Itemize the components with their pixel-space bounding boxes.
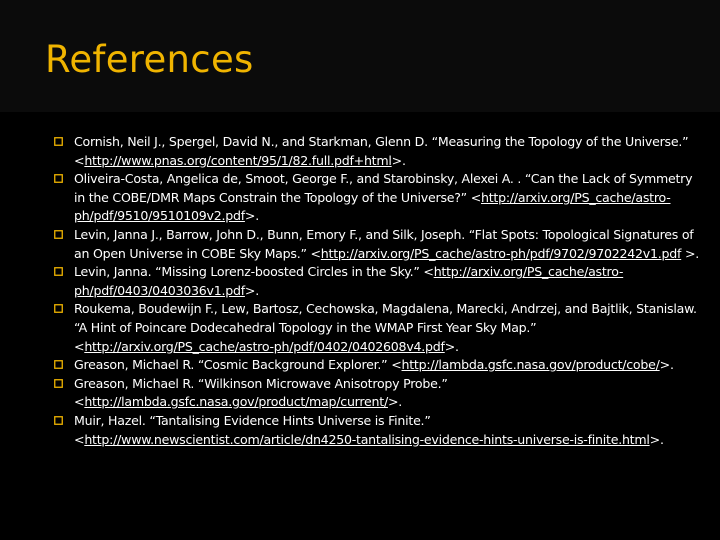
hollow-square-bullet-icon [54,230,63,239]
hollow-square-bullet-icon [54,304,63,313]
reference-text: Greason, Michael R. “Wilkinson Microwave Anisotropy Probe.” < [74,375,448,410]
reference-item [54,412,704,449]
reference-text: Oliveira-Costa, Angelica de, Smoot, George F., and Starobinsky, Alexei A. . “Can the Lack of Symmetry in the COBE/DMR Maps Constrain the Topology of the Universe?” < [74,171,693,205]
reference-item [54,170,704,226]
reference-text-end: >. [659,357,674,373]
reference-list [54,133,704,449]
reference-text-end: >. [391,152,406,168]
reference-link[interactable]: http://arxiv.org/PS_cache/astro-ph/pdf/9702/9702242v1.pdf [320,245,682,261]
reference-link[interactable]: http://arxiv.org/PS_cache/astro-ph/pdf/0402/0402608v4.pdf [84,338,445,354]
title-band [0,0,720,112]
reference-text: Roukema, Boudewijn F., Lew, Bartosz, Cechowska, Magdalena, Marecki, Andrzej, and Bajtlik, Stanislaw. “A Hint of Poincare Dodecahedral Topology in the WMAP First Year Sky Map.” < [74,301,697,354]
reference-text: Muir, Hazel. “Tantalising Evidence Hints Universe is Finite.” < [74,412,431,447]
reference-link[interactable]: http://www.newscientist.com/article/dn4250-tantalising-evidence-hints-universe-is-finite.html [84,431,650,447]
reference-item [54,133,704,170]
reference-text: Greason, Michael R. “Cosmic Background Explorer.” < [74,357,402,373]
reference-item [54,375,704,412]
reference-item [54,356,704,375]
hollow-square-bullet-icon [54,174,63,183]
reference-text-end: >. [681,245,700,261]
reference-item [54,300,704,356]
reference-text-end: >. [244,208,259,224]
reference-text-end: >. [387,394,403,410]
reference-link[interactable]: http://arxiv.org/PS_cache/astro-ph/pdf/9510/9510109v2.pdf [74,189,671,224]
hollow-square-bullet-icon [54,267,63,276]
reference-text-end: >. [244,282,259,298]
hollow-square-bullet-icon [54,379,63,388]
reference-link[interactable]: http://arxiv.org/PS_cache/astro-ph/pdf/0403/0403036v1.pdf [74,264,624,298]
slide-title: References [45,38,254,81]
reference-link[interactable]: http://lambda.gsfc.nasa.gov/product/map/current/ [84,394,388,410]
reference-link[interactable]: http://lambda.gsfc.nasa.gov/product/cobe/ [401,357,660,373]
reference-link[interactable]: http://www.pnas.org/content/95/1/82.full.pdf+html [84,152,392,168]
hollow-square-bullet-icon [54,137,63,146]
reference-text: Levin, Janna J., Barrow, John D., Bunn, Emory F., and Silk, Joseph. “Flat Spots: Topological Signatures of an Open Universe in COBE Sky Maps.” < [74,226,694,261]
reference-item [54,263,704,300]
reference-text-end: >. [444,338,459,354]
reference-text: Levin, Janna. “Missing Lorenz-boosted Circles in the Sky.” < [74,264,434,280]
hollow-square-bullet-icon [54,416,63,425]
reference-item [54,226,704,263]
hollow-square-bullet-icon [54,360,63,369]
reference-text-end: >. [649,431,664,447]
reference-text: Cornish, Neil J., Spergel, David N., and Starkman, Glenn D. “Measuring the Topology of the Universe.” < [74,134,689,168]
